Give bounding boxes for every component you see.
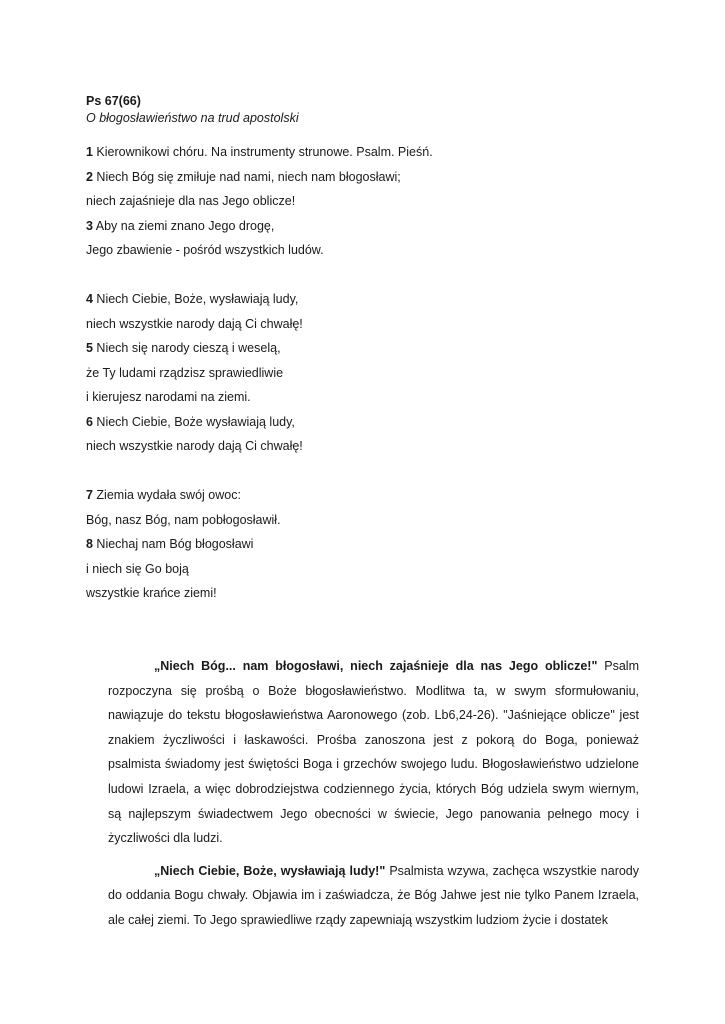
verse-number: 8 [86, 537, 93, 551]
commentary-text: Psalm rozpoczyna się prośbą o Boże błogosławieństwo. Modlitwa ta, w swym sformułowaniu, nawiązuje do tekstu błogosławieństwa Aaronowego (zob. Lb6,24-26). "Jaśniejące oblicze" jest znakiem życzliwości i łaskawości. Prośba zanoszona jest z pokorą do Boga, ponieważ psalmista świadomy jest świętości Boga i grzechów swojego ludu. Błogosławieństwo udzielone ludowi Izraela, a więc dobrodziejstwa codziennego życia, których Bóg udziela swym wiernym, są najlepszym świadectwem Jego obecności w świecie, Jego panowania pełnego mocy i życzliwości dla ludzi. [108, 659, 639, 846]
verse-text: Niechaj nam Bóg błogosławi [92, 537, 254, 551]
verse-text: Niech Ciebie, Boże wysławiają ludy, [92, 414, 295, 429]
verse-text: Niech Ciebie, Boże, wysławiają ludy, [92, 292, 299, 306]
verse-line [86, 214, 433, 239]
verse-text: Bóg, nasz Bóg, nam pobłogosławił. [86, 512, 281, 527]
verse-text: niech wszystkie narody dają Ci chwałę! [86, 439, 303, 453]
verse-text: i kierujesz narodami na ziemi. [86, 390, 251, 404]
verse-line [86, 385, 433, 410]
stanza-gap [86, 459, 433, 484]
psalm-subtitle: O błogosławieństwo na trud apostolski [86, 111, 299, 125]
verse-text: Kierownikowi chóru. Na instrumenty strunowe. Psalm. Pieśń. [92, 145, 433, 159]
verse-text: Ziemia wydała swój owoc: [92, 488, 241, 502]
verse-line [86, 557, 433, 582]
verse-number: 5 [86, 341, 93, 355]
verse-number: 2 [86, 169, 93, 184]
verse-text: niech wszystkie narody dają Ci chwałę! [86, 316, 303, 331]
verse-text: Niech Bóg się zmiłuje nad nami, niech nam błogosławi; [92, 169, 401, 184]
verse-number: 7 [86, 488, 93, 502]
psalm-header [86, 93, 299, 127]
verse-number: 4 [86, 292, 93, 306]
verse-line [86, 140, 433, 165]
psalm-title: Ps 67(66) [86, 94, 141, 108]
verse-line [86, 434, 433, 459]
verse-number: 3 [86, 218, 93, 233]
verse-line [86, 361, 433, 386]
verse-line [86, 532, 433, 557]
verse-text: Jego zbawienie - pośród wszystkich ludów. [86, 243, 324, 257]
stanza-gap [86, 263, 433, 288]
verse-text: niech zajaśnieje dla nas Jego oblicze! [86, 194, 296, 208]
verse-line [86, 336, 433, 361]
verse-number: 1 [86, 145, 93, 159]
verse-line [86, 508, 433, 533]
commentary [108, 654, 639, 941]
verse-text: że Ty ludami rządzisz sprawiedliwie [86, 365, 284, 380]
verse-line [86, 165, 433, 190]
verse-number: 6 [86, 414, 93, 429]
verse-line [86, 312, 433, 337]
verse-line [86, 238, 433, 263]
verse-line [86, 287, 433, 312]
verse-line [86, 410, 433, 435]
commentary-text: Psalmista wzywa, zachęca wszystkie narody do oddania Bogu chwały. Objawia im i zaświadcza, że Bóg Jahwe jest nie tylko Panem Izraela, ale całej ziemi. To Jego sprawiedliwe rządy zapewniają wszystkim ludziom życie i dostatek [108, 863, 640, 927]
psalm-verses [86, 140, 433, 606]
verse-text: i niech się Go boją [86, 561, 189, 576]
verse-text: wszystkie krańce ziemi! [86, 586, 217, 600]
verse-line [86, 581, 433, 606]
commentary-paragraph [108, 859, 639, 933]
commentary-quote: „Niech Bóg... nam błogosławi, niech zajaśnieje dla nas Jego oblicze!" [154, 659, 598, 673]
commentary-quote: „Niech Ciebie, Boże, wysławiają ludy!" [154, 863, 386, 878]
commentary-paragraph [108, 654, 639, 851]
verse-text: Niech się narody cieszą i weselą, [92, 341, 281, 355]
verse-text: Aby na ziemi znano Jego drogę, [92, 218, 275, 233]
verse-line [86, 483, 433, 508]
verse-line [86, 189, 433, 214]
